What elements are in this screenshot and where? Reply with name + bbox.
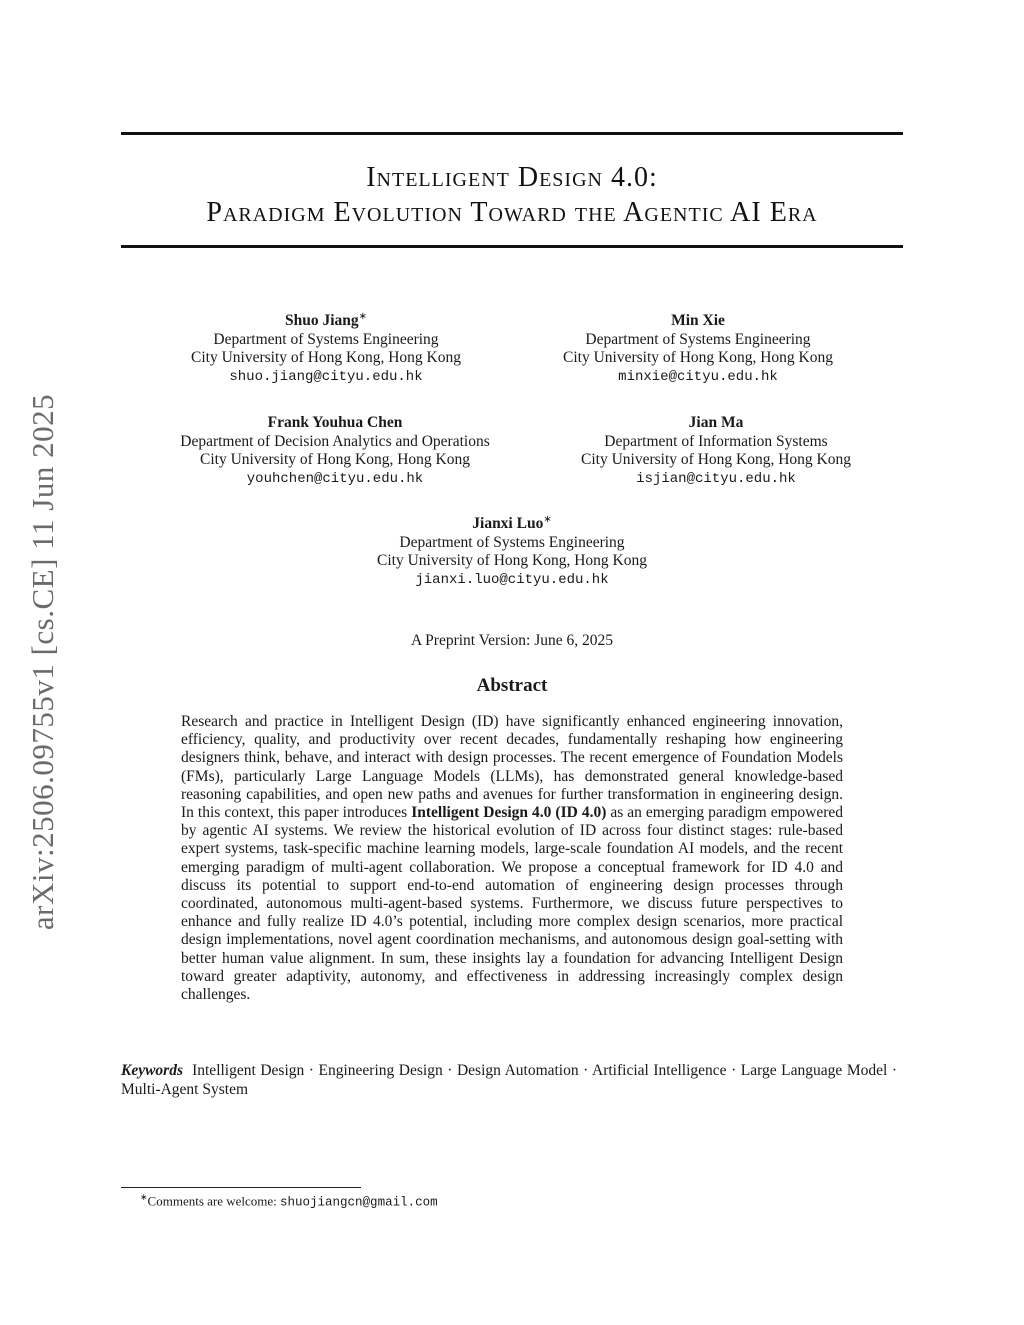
author-footnote-mark: ∗ — [543, 514, 552, 525]
author-email[interactable]: shuo.jiang@cityu.edu.hk — [229, 368, 423, 385]
abstract-bold-term: Intelligent Design 4.0 (ID 4.0) — [411, 804, 607, 822]
author-block — [377, 511, 647, 589]
footnote-mark: ∗ — [140, 1192, 148, 1202]
author-name: Min Xie — [671, 312, 725, 330]
footnote-rule — [121, 1187, 361, 1188]
keywords-label: Keywords — [121, 1062, 183, 1079]
author-email[interactable]: jianxi.luo@cityu.edu.hk — [415, 571, 609, 588]
author-name: Frank Youhua Chen — [267, 414, 403, 432]
author-email[interactable]: minxie@cityu.edu.hk — [618, 368, 778, 385]
author-block — [563, 308, 833, 386]
footnote-text: Comments are welcome: — [147, 1193, 281, 1209]
abstract-text-part-2: as an emerging paradigm empowered by agentic AI systems. We review the historical evolution of ID across four distinct stages: rule-based expert systems, task-specific machine learning models, large-scale foundation AI models, and the recent emerging paradigm of multi-agent collaboration. We propose a conceptual framework for ID 4.0 and discuss its potential to support end-to-end automation of engineering design processes through coordinated, autonomous multi-agent-based systems. Furthermore, we discuss future perspectives to enhance and fully realize ID 4.0’s potential, including more complex design scenarios, more practical design implementations, novel agent coordination mechanisms, and autonomous design goal-setting with better human value alignment. In sum, these insights lay a foundation for advancing Intelligent Design toward greater adaptivity, autonomy, and effectiveness in addressing increasingly complex design challenges. — [181, 804, 844, 1004]
author-block — [191, 308, 461, 386]
author-department: Department of Systems Engineering — [213, 330, 439, 348]
abstract-heading: Abstract — [476, 675, 548, 696]
author-block — [581, 410, 851, 488]
abstract-text-part-1: Research and practice in Intelligent Design (ID) have significantly enhanced engineering innovation, efficiency, quality, and productivity over recent decades, fundamentally reshaping how engineering designers think, behave, and interact with design processes. The recent emergence of Foundation Models (FMs), particularly Large Language Models (LLMs), has demonstrated general knowledge-based reasoning capabilities, and open new paths and avenues for further transformation in engineering design. In this context, this paper introduces — [181, 713, 843, 822]
author-department: Department of Information Systems — [604, 432, 828, 450]
author-block — [180, 410, 490, 488]
title-line-1: Intelligent Design 4.0: — [366, 162, 658, 193]
author-affiliation: City University of Hong Kong, Hong Kong — [377, 552, 647, 570]
abstract-body — [181, 713, 843, 1004]
title-bottom-rule — [121, 245, 903, 248]
author-affiliation: City University of Hong Kong, Hong Kong — [191, 349, 461, 367]
paper-title — [121, 160, 903, 230]
author-name: Jian Ma — [688, 414, 744, 432]
author-affiliation: City University of Hong Kong, Hong Kong — [581, 451, 851, 469]
author-department: Department of Decision Analytics and Operations — [180, 432, 490, 450]
author-affiliation: City University of Hong Kong, Hong Kong — [563, 349, 833, 367]
footnote — [140, 1192, 438, 1209]
footnote-email[interactable]: shuojiangcn@gmail.com — [280, 1195, 438, 1210]
author-email[interactable]: isjian@cityu.edu.hk — [636, 470, 796, 487]
title-line-2: Paradigm Evolution Toward the Agentic AI Era — [206, 197, 818, 228]
author-affiliation: City University of Hong Kong, Hong Kong — [200, 451, 470, 469]
arxiv-side-stamp: arXiv:2506.09755v1 [cs.CE] 11 Jun 2025 — [25, 393, 60, 931]
preprint-version: A Preprint Version: June 6, 2025 — [410, 632, 614, 649]
keywords — [121, 1061, 897, 1099]
author-name: Jianxi Luo∗ — [472, 514, 552, 533]
title-top-rule — [121, 132, 903, 135]
author-name: Shuo Jiang∗ — [284, 311, 368, 330]
keywords-list: Intelligent Design · Engineering Design · Design Automation · Artificial Intelligence · Large Language Model · Multi-Agent System — [121, 1062, 898, 1098]
author-footnote-mark: ∗ — [358, 311, 368, 322]
author-email[interactable]: youhchen@cityu.edu.hk — [246, 470, 424, 487]
author-department: Department of Systems Engineering — [585, 330, 811, 348]
author-department: Department of Systems Engineering — [399, 533, 625, 551]
